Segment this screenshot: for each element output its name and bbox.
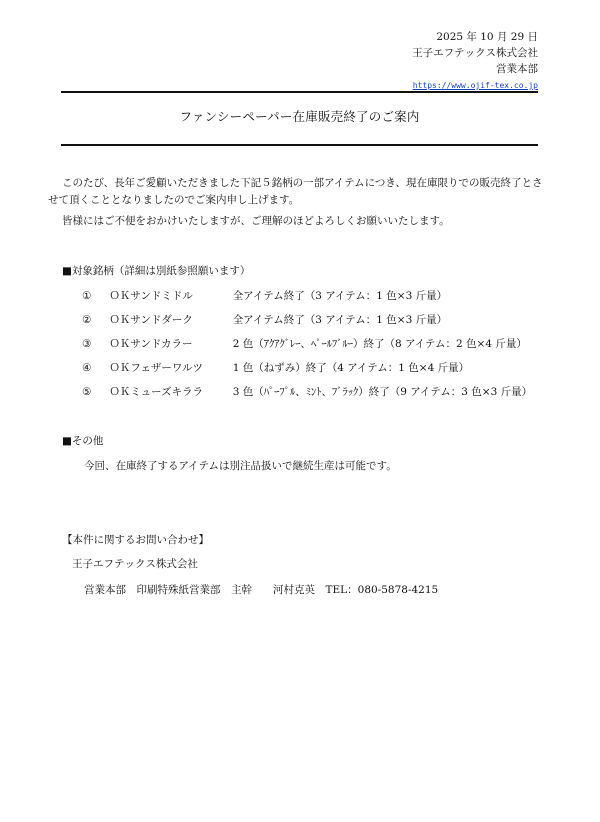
item-name: ＯＫミューズキララ — [109, 386, 204, 398]
company-url-link[interactable]: https://www.ojif-tex.co.jp — [412, 81, 538, 90]
item-number: ⑤ — [82, 386, 92, 398]
issue-date: 2025 年 10 月 29 日 — [436, 31, 538, 43]
brand-item — [82, 313, 447, 329]
intro-paragraph: このたび、長年ご愛顧いただきました下記５銘柄の一部アイテムにつき、現在庫限りでの販売終了とさせて頂くこととなりましたのでご案内申し上げます。 — [48, 177, 543, 206]
title-rule-top — [61, 91, 538, 93]
brand-item — [82, 385, 532, 401]
contact-heading: 【本件に関するお問い合わせ】 — [62, 534, 209, 546]
other-heading: ■その他 — [62, 435, 104, 447]
letter-header — [412, 30, 538, 94]
item-description: 2 色（ｱｸｱｸﾞﾚｰ、ﾍﾟｰﾙﾌﾞﾙｰ）終了（8 アイテム：2 色×4 斤量） — [232, 338, 527, 350]
item-name: ＯＫフェザーワルツ — [109, 362, 204, 374]
item-description: 3 色（ﾊﾟｰﾌﾟﾙ、ﾐﾝﾄ、ﾌﾞﾗｯｸ）終了（9 アイテム：3 色×3 斤量） — [232, 386, 533, 398]
document-title: ファンシーペーパー在庫販売終了のご案内 — [179, 109, 420, 124]
item-name: ＯＫサンドダーク — [109, 314, 193, 326]
other-text: 今回、在庫終了するアイテムは別注品扱いで継続生産は可能です。 — [84, 460, 397, 472]
brand-item — [82, 361, 469, 377]
item-name: ＯＫサンドカラー — [109, 338, 193, 350]
apology-paragraph: 皆様にはご不便をおかけいたしますが、ご理解のほどよろしくお願いいたします。 — [62, 215, 450, 227]
brand-item — [82, 337, 527, 353]
item-number: ③ — [82, 338, 92, 350]
contact-company: 王子エフテックス株式会社 — [72, 558, 198, 570]
item-number: ④ — [82, 362, 92, 374]
target-brands-heading: ■対象銘柄（詳細は別紙参照願います） — [62, 265, 251, 277]
item-description: 全アイテム終了（3 アイテム：1 色×3 斤量） — [232, 314, 448, 326]
item-name: ＯＫサンドミドル — [109, 290, 193, 302]
item-description: 全アイテム終了（3 アイテム：1 色×3 斤量） — [232, 290, 448, 302]
item-number: ① — [82, 290, 92, 302]
item-description: 1 色（ねずみ）終了（4 アイテム：1 色×4 斤量） — [232, 362, 470, 374]
sender-department: 営業本部 — [496, 63, 538, 75]
brand-item — [82, 289, 447, 305]
contact-details: 営業本部 印刷特殊紙営業部 主幹 河村克英 TEL：080-5878-4215 — [84, 584, 439, 596]
sender-company: 王子エフテックス株式会社 — [412, 47, 538, 59]
title-rule-bottom — [61, 144, 538, 146]
item-number: ② — [82, 314, 92, 326]
